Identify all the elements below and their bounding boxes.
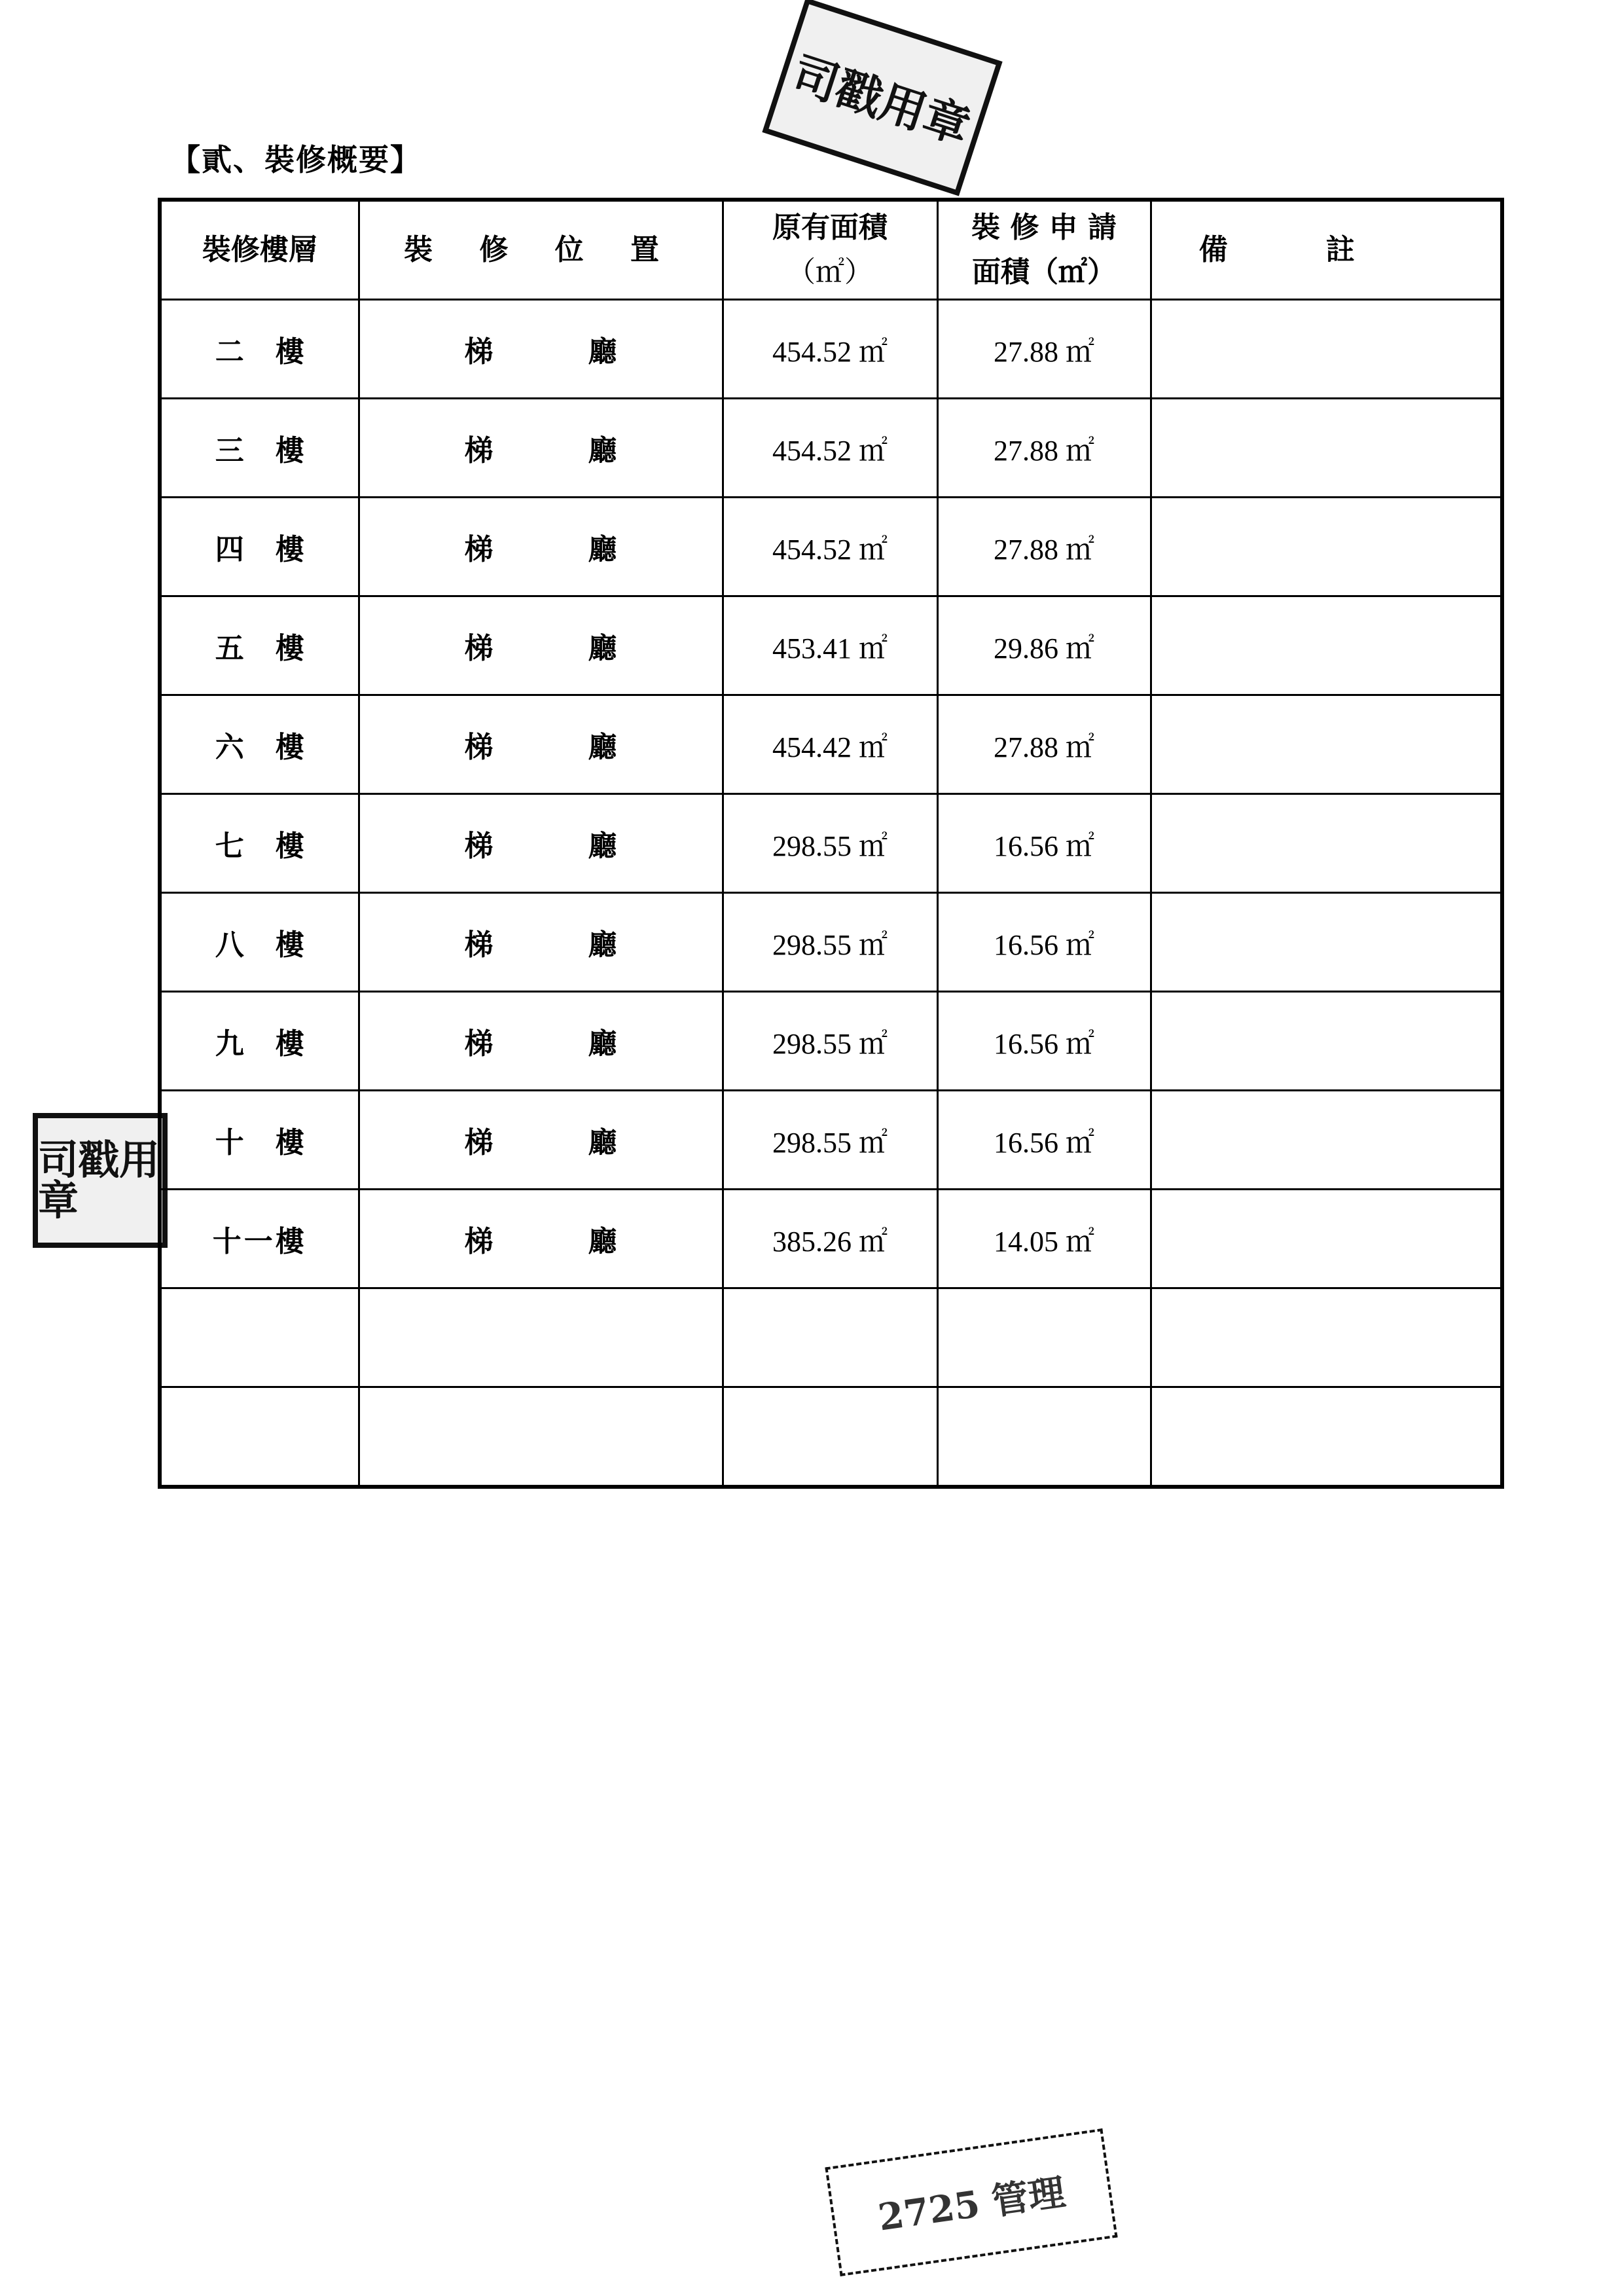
floor-label: 七樓 (215, 829, 336, 863)
position-cell (359, 893, 723, 992)
position-part-a: 梯 (464, 533, 494, 566)
header-apply-area-line1: 裝 修 申 請 (971, 211, 1117, 244)
floor-cell (160, 1288, 359, 1387)
position-part-a: 梯 (464, 829, 494, 863)
position-part-b: 廳 (588, 434, 617, 467)
floor-cell (160, 1091, 359, 1190)
position-cell (359, 1288, 723, 1387)
floor-label: 八樓 (215, 928, 336, 962)
apply-area-cell: 29.86 ㎡ (937, 596, 1151, 695)
section-title: 【貳、裝修概要】 (170, 142, 422, 177)
position-part-a: 梯 (464, 1225, 494, 1258)
floor-label (244, 1420, 276, 1453)
floor-label: 四樓 (215, 533, 336, 566)
table-row (160, 300, 1502, 399)
header-floor: 裝修樓層 (160, 200, 359, 300)
remark-cell (1151, 399, 1502, 498)
floor-label: 五樓 (215, 632, 336, 665)
original-area-cell: 298.55 ㎡ (723, 992, 937, 1091)
apply-area-cell (937, 1288, 1151, 1387)
header-original-area (723, 200, 937, 300)
company-seal-stamp (762, 0, 1002, 196)
remark-cell (1151, 596, 1502, 695)
table-row (160, 596, 1502, 695)
floor-cell (160, 399, 359, 498)
remark-cell (1151, 695, 1502, 794)
original-area-cell: 298.55 ㎡ (723, 893, 937, 992)
header-apply-area-line2: 面積（㎡） (972, 255, 1116, 289)
position-cell (359, 1387, 723, 1487)
remark-cell (1151, 893, 1502, 992)
position-part-b: 廳 (588, 829, 617, 863)
seal-text: 司戳用章 (38, 1136, 160, 1224)
original-area-cell (723, 1288, 937, 1387)
apply-area-cell: 16.56 ㎡ (937, 1091, 1151, 1190)
header-original-area-line2: （㎡） (787, 255, 873, 289)
header-apply-area (937, 200, 1151, 300)
remark-cell (1151, 794, 1502, 893)
table-row (160, 992, 1502, 1091)
apply-area-cell: 16.56 ㎡ (937, 992, 1151, 1091)
remark-cell (1151, 300, 1502, 399)
renovation-summary-table (158, 198, 1504, 1489)
position-part-a: 梯 (464, 1126, 494, 1159)
floor-cell (160, 1387, 359, 1487)
position-part-a: 梯 (464, 335, 494, 369)
table-row (160, 498, 1502, 596)
floor-cell (160, 596, 359, 695)
floor-cell (160, 893, 359, 992)
header-original-area-line1: 原有面積 (772, 211, 888, 244)
position-cell (359, 992, 723, 1091)
apply-area-cell: 27.88 ㎡ (937, 498, 1151, 596)
position-part-b: 廳 (588, 928, 617, 962)
floor-cell (160, 794, 359, 893)
position-part-b: 廳 (588, 1225, 617, 1258)
original-area-cell: 454.52 ㎡ (723, 300, 937, 399)
table-row (160, 1387, 1502, 1487)
table-row (160, 794, 1502, 893)
floor-label (244, 1321, 276, 1355)
apply-area-cell: 27.88 ㎡ (937, 399, 1151, 498)
table-row (160, 1190, 1502, 1288)
stamp-text: 2725 管理 (875, 2170, 1068, 2240)
floor-cell (160, 992, 359, 1091)
position-part-b: 廳 (588, 731, 617, 764)
position-cell (359, 399, 723, 498)
position-part-a: 梯 (464, 731, 494, 764)
floor-label: 九樓 (215, 1027, 336, 1061)
remark-cell (1151, 1091, 1502, 1190)
remark-cell (1151, 498, 1502, 596)
position-part-a: 梯 (464, 928, 494, 962)
floor-cell (160, 498, 359, 596)
position-cell (359, 498, 723, 596)
floor-cell (160, 300, 359, 399)
apply-area-cell: 16.56 ㎡ (937, 893, 1151, 992)
original-area-cell: 454.52 ㎡ (723, 399, 937, 498)
position-part-b: 廳 (588, 533, 617, 566)
original-area-cell (723, 1387, 937, 1487)
table-row (160, 1288, 1502, 1387)
apply-area-cell: 16.56 ㎡ (937, 794, 1151, 893)
floor-label: 二樓 (215, 335, 336, 369)
position-part-a: 梯 (464, 434, 494, 467)
table-header-row (160, 200, 1502, 300)
original-area-cell: 454.52 ㎡ (723, 498, 937, 596)
table-row (160, 399, 1502, 498)
header-remarks: 備註 (1151, 200, 1502, 300)
remark-cell (1151, 1387, 1502, 1487)
floor-label: 三樓 (215, 434, 336, 467)
apply-area-cell (937, 1387, 1151, 1487)
original-area-cell: 454.42 ㎡ (723, 695, 937, 794)
position-part-b: 廳 (588, 1027, 617, 1061)
position-part-a: 梯 (464, 632, 494, 665)
management-stamp (825, 2128, 1117, 2276)
position-part-a: 梯 (464, 1027, 494, 1061)
floor-label: 六樓 (215, 731, 336, 764)
position-cell (359, 695, 723, 794)
position-cell (359, 300, 723, 399)
remark-cell (1151, 1190, 1502, 1288)
table-row (160, 893, 1502, 992)
apply-area-cell: 27.88 ㎡ (937, 300, 1151, 399)
floor-cell (160, 695, 359, 794)
position-part-b: 廳 (588, 1126, 617, 1159)
floor-cell (160, 1190, 359, 1288)
table-row (160, 695, 1502, 794)
remark-cell (1151, 1288, 1502, 1387)
side-seal-stamp (33, 1113, 168, 1248)
seal-text: 司戳用章 (785, 46, 977, 155)
apply-area-cell: 27.88 ㎡ (937, 695, 1151, 794)
original-area-cell: 298.55 ㎡ (723, 1091, 937, 1190)
header-position: 裝 修 位 置 (359, 200, 723, 300)
position-part-b: 廳 (588, 632, 617, 665)
original-area-cell: 453.41 ㎡ (723, 596, 937, 695)
floor-label: 十一樓 (212, 1225, 307, 1258)
apply-area-cell: 14.05 ㎡ (937, 1190, 1151, 1288)
table-row (160, 1091, 1502, 1190)
original-area-cell: 385.26 ㎡ (723, 1190, 937, 1288)
position-cell (359, 1190, 723, 1288)
position-cell (359, 596, 723, 695)
position-cell (359, 794, 723, 893)
original-area-cell: 298.55 ㎡ (723, 794, 937, 893)
position-cell (359, 1091, 723, 1190)
position-part-b: 廳 (588, 335, 617, 369)
floor-label: 十樓 (215, 1126, 336, 1159)
remark-cell (1151, 992, 1502, 1091)
